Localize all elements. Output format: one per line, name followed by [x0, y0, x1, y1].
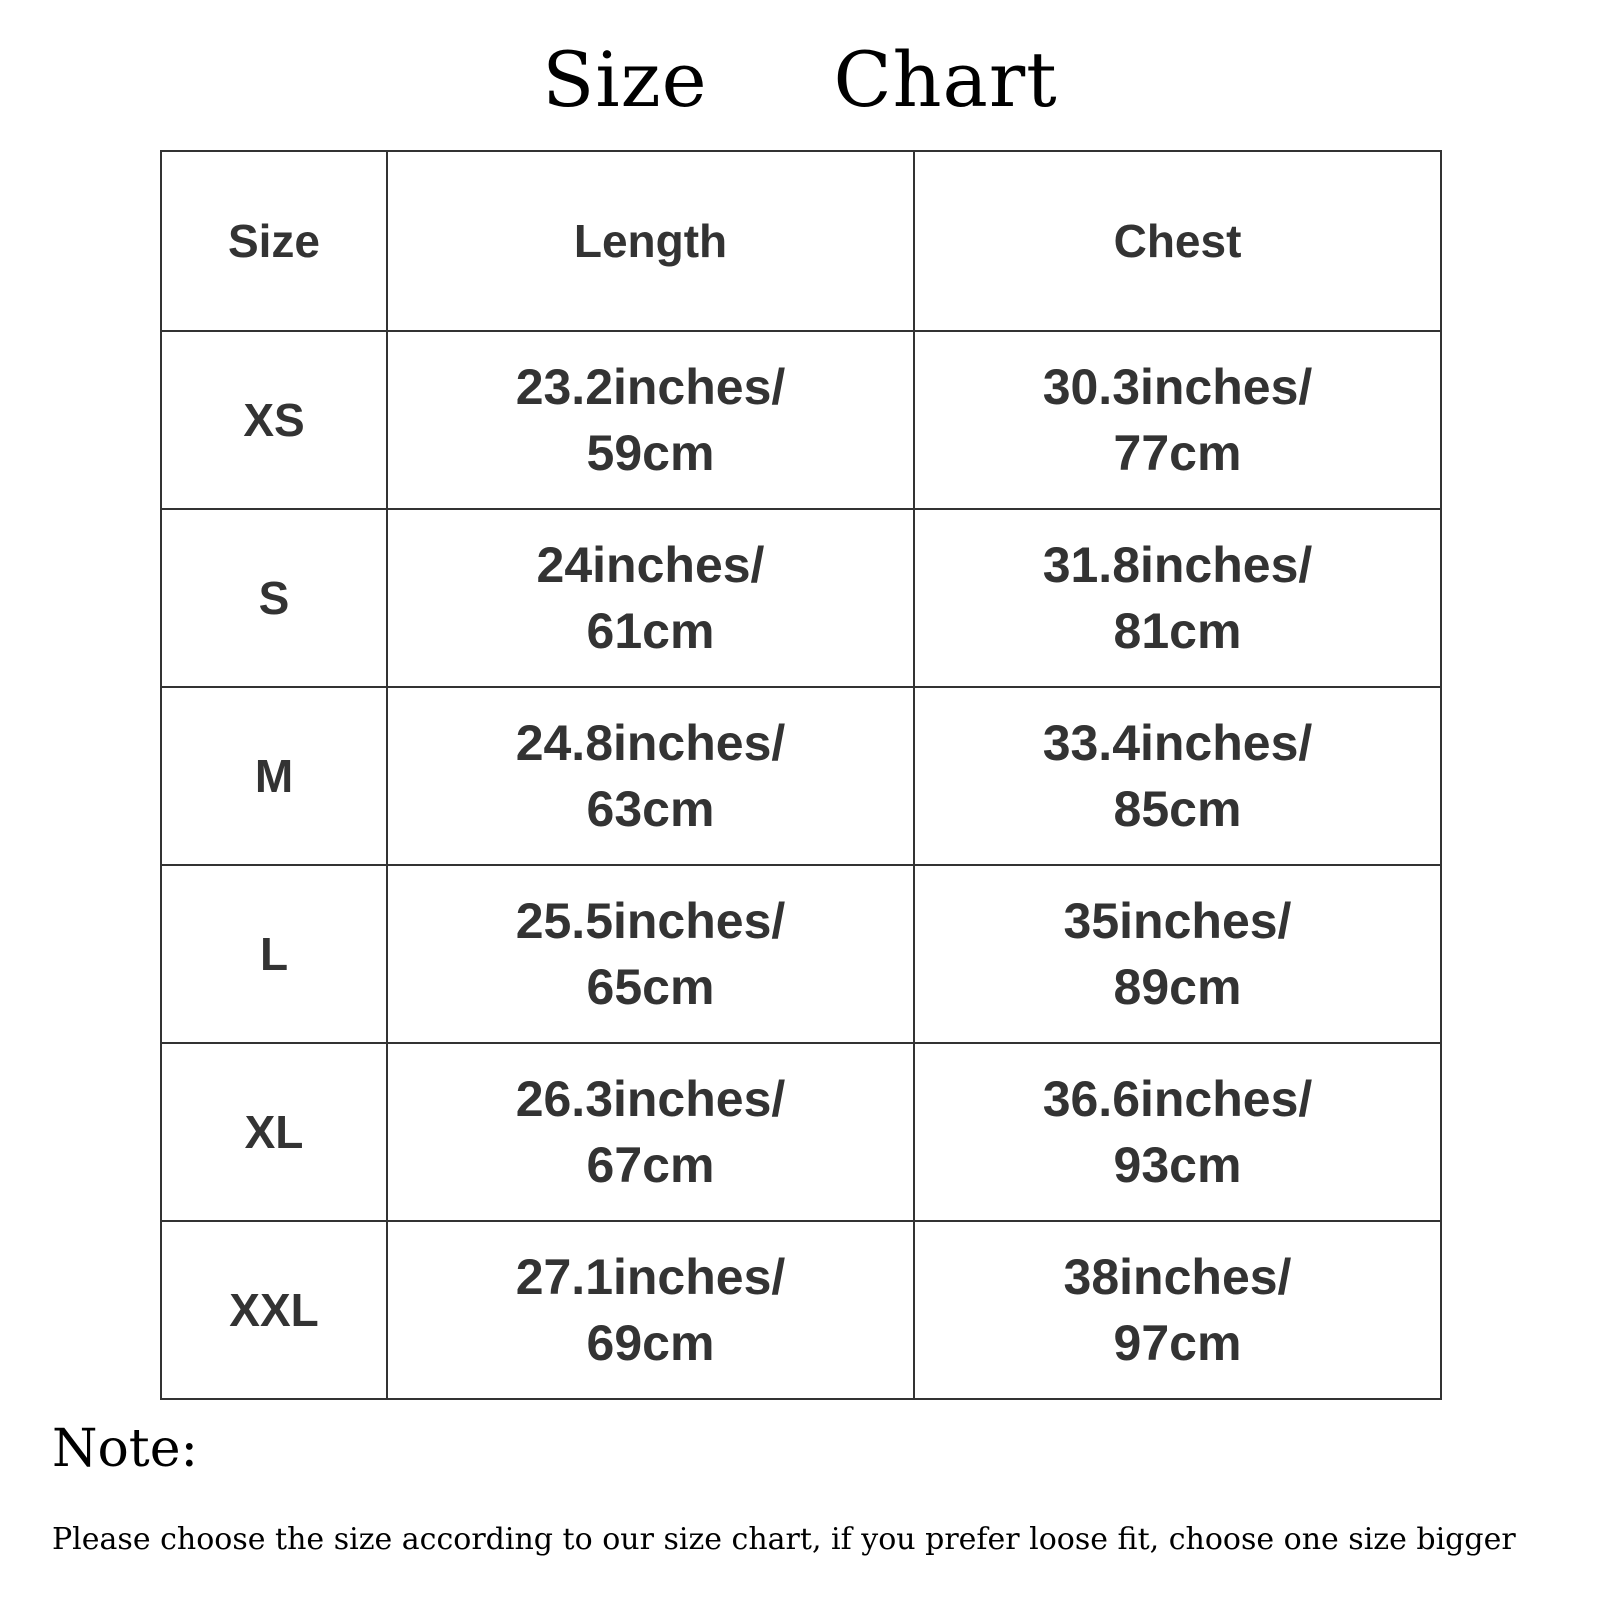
table-row: [161, 687, 1441, 865]
length-inches: 24.8inches/: [515, 715, 786, 771]
note-text: Please choose the size according to our size chart, if you prefer loose fit, choose one size bigger: [52, 1522, 1516, 1557]
chest-cm: 93cm: [1113, 1137, 1242, 1193]
chest-cm: 97cm: [1113, 1315, 1242, 1371]
chest-cm: 89cm: [1113, 959, 1242, 1015]
chest-inches: 31.8inches/: [1042, 537, 1313, 593]
length-cell: [387, 1221, 914, 1399]
length-cm: 63cm: [586, 781, 715, 837]
length-cm: 61cm: [586, 603, 715, 659]
note-label: Note:: [52, 1419, 198, 1479]
length-cell: [387, 509, 914, 687]
table-row: [161, 1043, 1441, 1221]
chest-inches: 30.3inches/: [1042, 359, 1313, 415]
chest-cell: [914, 331, 1441, 509]
table-header-row: [161, 151, 1441, 331]
size-chart-table: [160, 150, 1442, 1400]
chest-cell: [914, 865, 1441, 1043]
length-cm: 59cm: [586, 425, 715, 481]
chest-cm: 85cm: [1113, 781, 1242, 837]
length-cell: [387, 1043, 914, 1221]
header-chest: Chest: [914, 151, 1441, 331]
page-title: Size Chart: [542, 35, 1058, 124]
length-cell: [387, 865, 914, 1043]
table-row: [161, 1221, 1441, 1399]
length-cm: 65cm: [586, 959, 715, 1015]
chest-cell: [914, 509, 1441, 687]
size-cell: L: [161, 865, 387, 1043]
size-cell: XXL: [161, 1221, 387, 1399]
table-row: [161, 865, 1441, 1043]
chest-inches: 38inches/: [1063, 1249, 1292, 1305]
chest-cell: [914, 687, 1441, 865]
length-inches: 23.2inches/: [515, 359, 786, 415]
chest-cm: 77cm: [1113, 425, 1242, 481]
length-inches: 27.1inches/: [515, 1249, 786, 1305]
size-cell: XL: [161, 1043, 387, 1221]
length-inches: 25.5inches/: [515, 893, 786, 949]
chest-inches: 33.4inches/: [1042, 715, 1313, 771]
chest-cm: 81cm: [1113, 603, 1242, 659]
chest-cell: [914, 1221, 1441, 1399]
chest-inches: 36.6inches/: [1042, 1071, 1313, 1127]
header-length: Length: [387, 151, 914, 331]
length-cell: [387, 331, 914, 509]
size-cell: XS: [161, 331, 387, 509]
length-inches: 26.3inches/: [515, 1071, 786, 1127]
table-row: [161, 331, 1441, 509]
chest-cell: [914, 1043, 1441, 1221]
length-inches: 24inches/: [536, 537, 765, 593]
length-cm: 69cm: [586, 1315, 715, 1371]
header-size: Size: [161, 151, 387, 331]
size-cell: S: [161, 509, 387, 687]
table-row: [161, 509, 1441, 687]
length-cell: [387, 687, 914, 865]
size-cell: M: [161, 687, 387, 865]
chest-inches: 35inches/: [1063, 893, 1292, 949]
length-cm: 67cm: [586, 1137, 715, 1193]
